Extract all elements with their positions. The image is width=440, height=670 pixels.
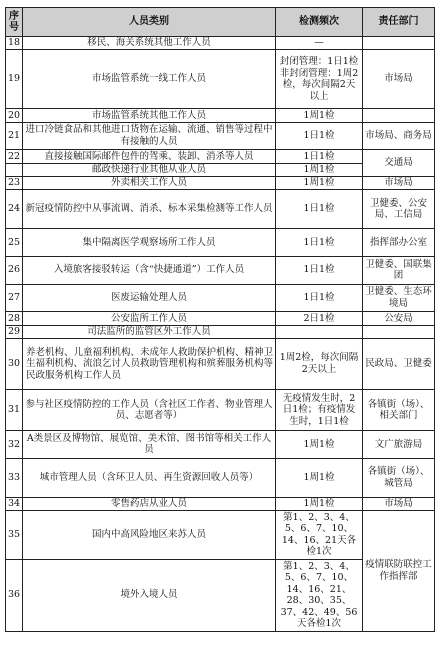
row-category: 市场监管系统其他工作人员 — [23, 109, 276, 122]
row-category: A类景区及博物馆、展览馆、美术馆、图书馆等相关工作人员 — [23, 431, 276, 459]
table-row — [6, 176, 435, 189]
table-row — [6, 256, 435, 284]
row-department: 指挥部办公室 — [363, 229, 435, 257]
row-category: 国内中高风险地区来苏人员 — [23, 511, 276, 560]
header-frequency: 检测频次 — [276, 8, 363, 37]
row-category: 外卖相关工作人员 — [23, 176, 276, 189]
row-category: 邮政快递行业其他从业人员 — [23, 163, 276, 176]
row-department: 卫健委、公安局、工信局 — [363, 190, 435, 229]
row-category: 城市管理人员（含环卫人员、再生资源回收人员等） — [23, 458, 276, 497]
row-category: 入境旅客接驳转运（含“快捷通道”）工作人员 — [23, 256, 276, 284]
row-no: 20 — [6, 109, 23, 122]
row-frequency: 1日1检 — [276, 229, 363, 257]
row-no: 31 — [6, 390, 23, 431]
row-no: 33 — [6, 458, 23, 497]
row-department: 文广旅游局 — [363, 431, 435, 459]
row-no: 35 — [6, 511, 23, 560]
table-row — [6, 511, 435, 560]
table-row — [6, 37, 435, 50]
row-frequency: 1日1检 — [276, 122, 363, 150]
row-department: 卫健委、国联集团 — [363, 256, 435, 284]
row-no — [6, 163, 23, 176]
row-no: 30 — [6, 338, 23, 389]
row-frequency: 1周1检 — [276, 176, 363, 189]
row-category: 参与社区疫情防控的工作人员（含社区工作者、物业管理人员、志愿者等） — [23, 390, 276, 431]
row-category: 司法监所的监管区外工作人员 — [23, 325, 276, 338]
row-category: 直接接触国际邮件包件的驾乘、装卸、消杀等人员 — [23, 150, 276, 163]
row-frequency: 第1、2、3、4、5、6、7、10、14、16、21天各检1次 — [276, 511, 363, 560]
row-category: 集中隔离医学观察场所工作人员 — [23, 229, 276, 257]
table-row — [6, 497, 435, 510]
row-frequency: 1日1检 — [276, 284, 363, 312]
row-category: 公安监所工作人员 — [23, 312, 276, 325]
row-category: 境外入境人员 — [23, 559, 276, 631]
header-no: 序号 — [6, 8, 23, 37]
row-no: 34 — [6, 497, 23, 510]
row-no: 22 — [6, 150, 23, 163]
row-no: 23 — [6, 176, 23, 189]
row-department: 各镇街（场）、城管局 — [363, 458, 435, 497]
row-no: 27 — [6, 284, 23, 312]
row-frequency: 1周1检 — [276, 109, 363, 122]
row-department: 民政局、卫健委 — [363, 338, 435, 389]
row-no: 28 — [6, 312, 23, 325]
row-category: 市场监管系统一线工作人员 — [23, 49, 276, 108]
row-category: 移民、海关系统其他工作人员 — [23, 37, 276, 50]
row-category: 医废运输处理人员 — [23, 284, 276, 312]
row-frequency — [276, 325, 363, 338]
table-row — [6, 229, 435, 257]
row-frequency: 1周2检，每次间隔2天以上 — [276, 338, 363, 389]
row-frequency: 1周1检 — [276, 497, 363, 510]
header-category: 人员类别 — [23, 8, 276, 37]
row-department: 市场局、商务局 — [363, 122, 435, 150]
table-row — [6, 109, 435, 122]
table-row — [6, 390, 435, 431]
table-row — [6, 431, 435, 459]
row-frequency: 1周1检 — [276, 458, 363, 497]
table-row — [6, 325, 435, 338]
row-no: 19 — [6, 49, 23, 108]
row-no: 29 — [6, 325, 23, 338]
row-no: 25 — [6, 229, 23, 257]
row-no: 21 — [6, 122, 23, 150]
row-no: 18 — [6, 37, 23, 50]
row-frequency: 2日1检 — [276, 312, 363, 325]
row-frequency: 1日1检 — [276, 150, 363, 163]
row-department — [363, 109, 435, 122]
table-row — [6, 190, 435, 229]
table-row — [6, 49, 435, 108]
row-category: 进口冷链食品和其他进口货物在运输、流通、销售等过程中有接触的人员 — [23, 122, 276, 150]
row-department: 公安局 — [363, 312, 435, 325]
row-frequency: 1日1检 — [276, 190, 363, 229]
row-frequency: 1周1检 — [276, 431, 363, 459]
row-frequency: 封闭管理：1日1检非封闭管理：1周2检，每次间隔2天以上 — [276, 49, 363, 108]
row-frequency: 1日1检 — [276, 256, 363, 284]
row-department: 市场局 — [363, 49, 435, 108]
row-category: 养老机构、儿童福利机构、未成年人救助保护机构、精神卫生福利机构、流浪乞讨人员救助管理机构和殡葬服务机构等民政服务机构工作人员 — [23, 338, 276, 389]
row-no: 36 — [6, 559, 23, 631]
table-row — [6, 458, 435, 497]
row-department: 市场局 — [363, 176, 435, 189]
row-frequency: 第1、2、3、4、5、6、7、10、14、16、21、28、30、35、37、42、49、56天各检1次 — [276, 559, 363, 631]
personnel-testing-table — [5, 7, 435, 632]
row-category: 新冠疫情防控中从事流调、消杀、标本采集检测等工作人员 — [23, 190, 276, 229]
row-department: 交通局 — [363, 150, 435, 177]
row-department: 市场局 — [363, 497, 435, 510]
row-department: 疫情联防联控工作指挥部 — [363, 511, 435, 632]
row-no: 32 — [6, 431, 23, 459]
row-department: 各镇街（场）、相关部门 — [363, 390, 435, 431]
row-department: 卫健委、生态环境局 — [363, 284, 435, 312]
table-row — [6, 150, 435, 163]
table-row — [6, 338, 435, 389]
row-department — [363, 325, 435, 338]
row-no: 26 — [6, 256, 23, 284]
table-header-row — [6, 8, 435, 37]
row-department — [363, 37, 435, 50]
row-frequency: — — [276, 37, 363, 50]
row-no: 24 — [6, 190, 23, 229]
row-frequency: 1周1检 — [276, 163, 363, 176]
row-frequency: 无疫情发生时，2日1检；有疫情发生时，1日1检 — [276, 390, 363, 431]
header-department: 责任部门 — [363, 8, 435, 37]
table-row — [6, 122, 435, 150]
row-category: 零售药店从业人员 — [23, 497, 276, 510]
table-row — [6, 312, 435, 325]
table-row — [6, 284, 435, 312]
